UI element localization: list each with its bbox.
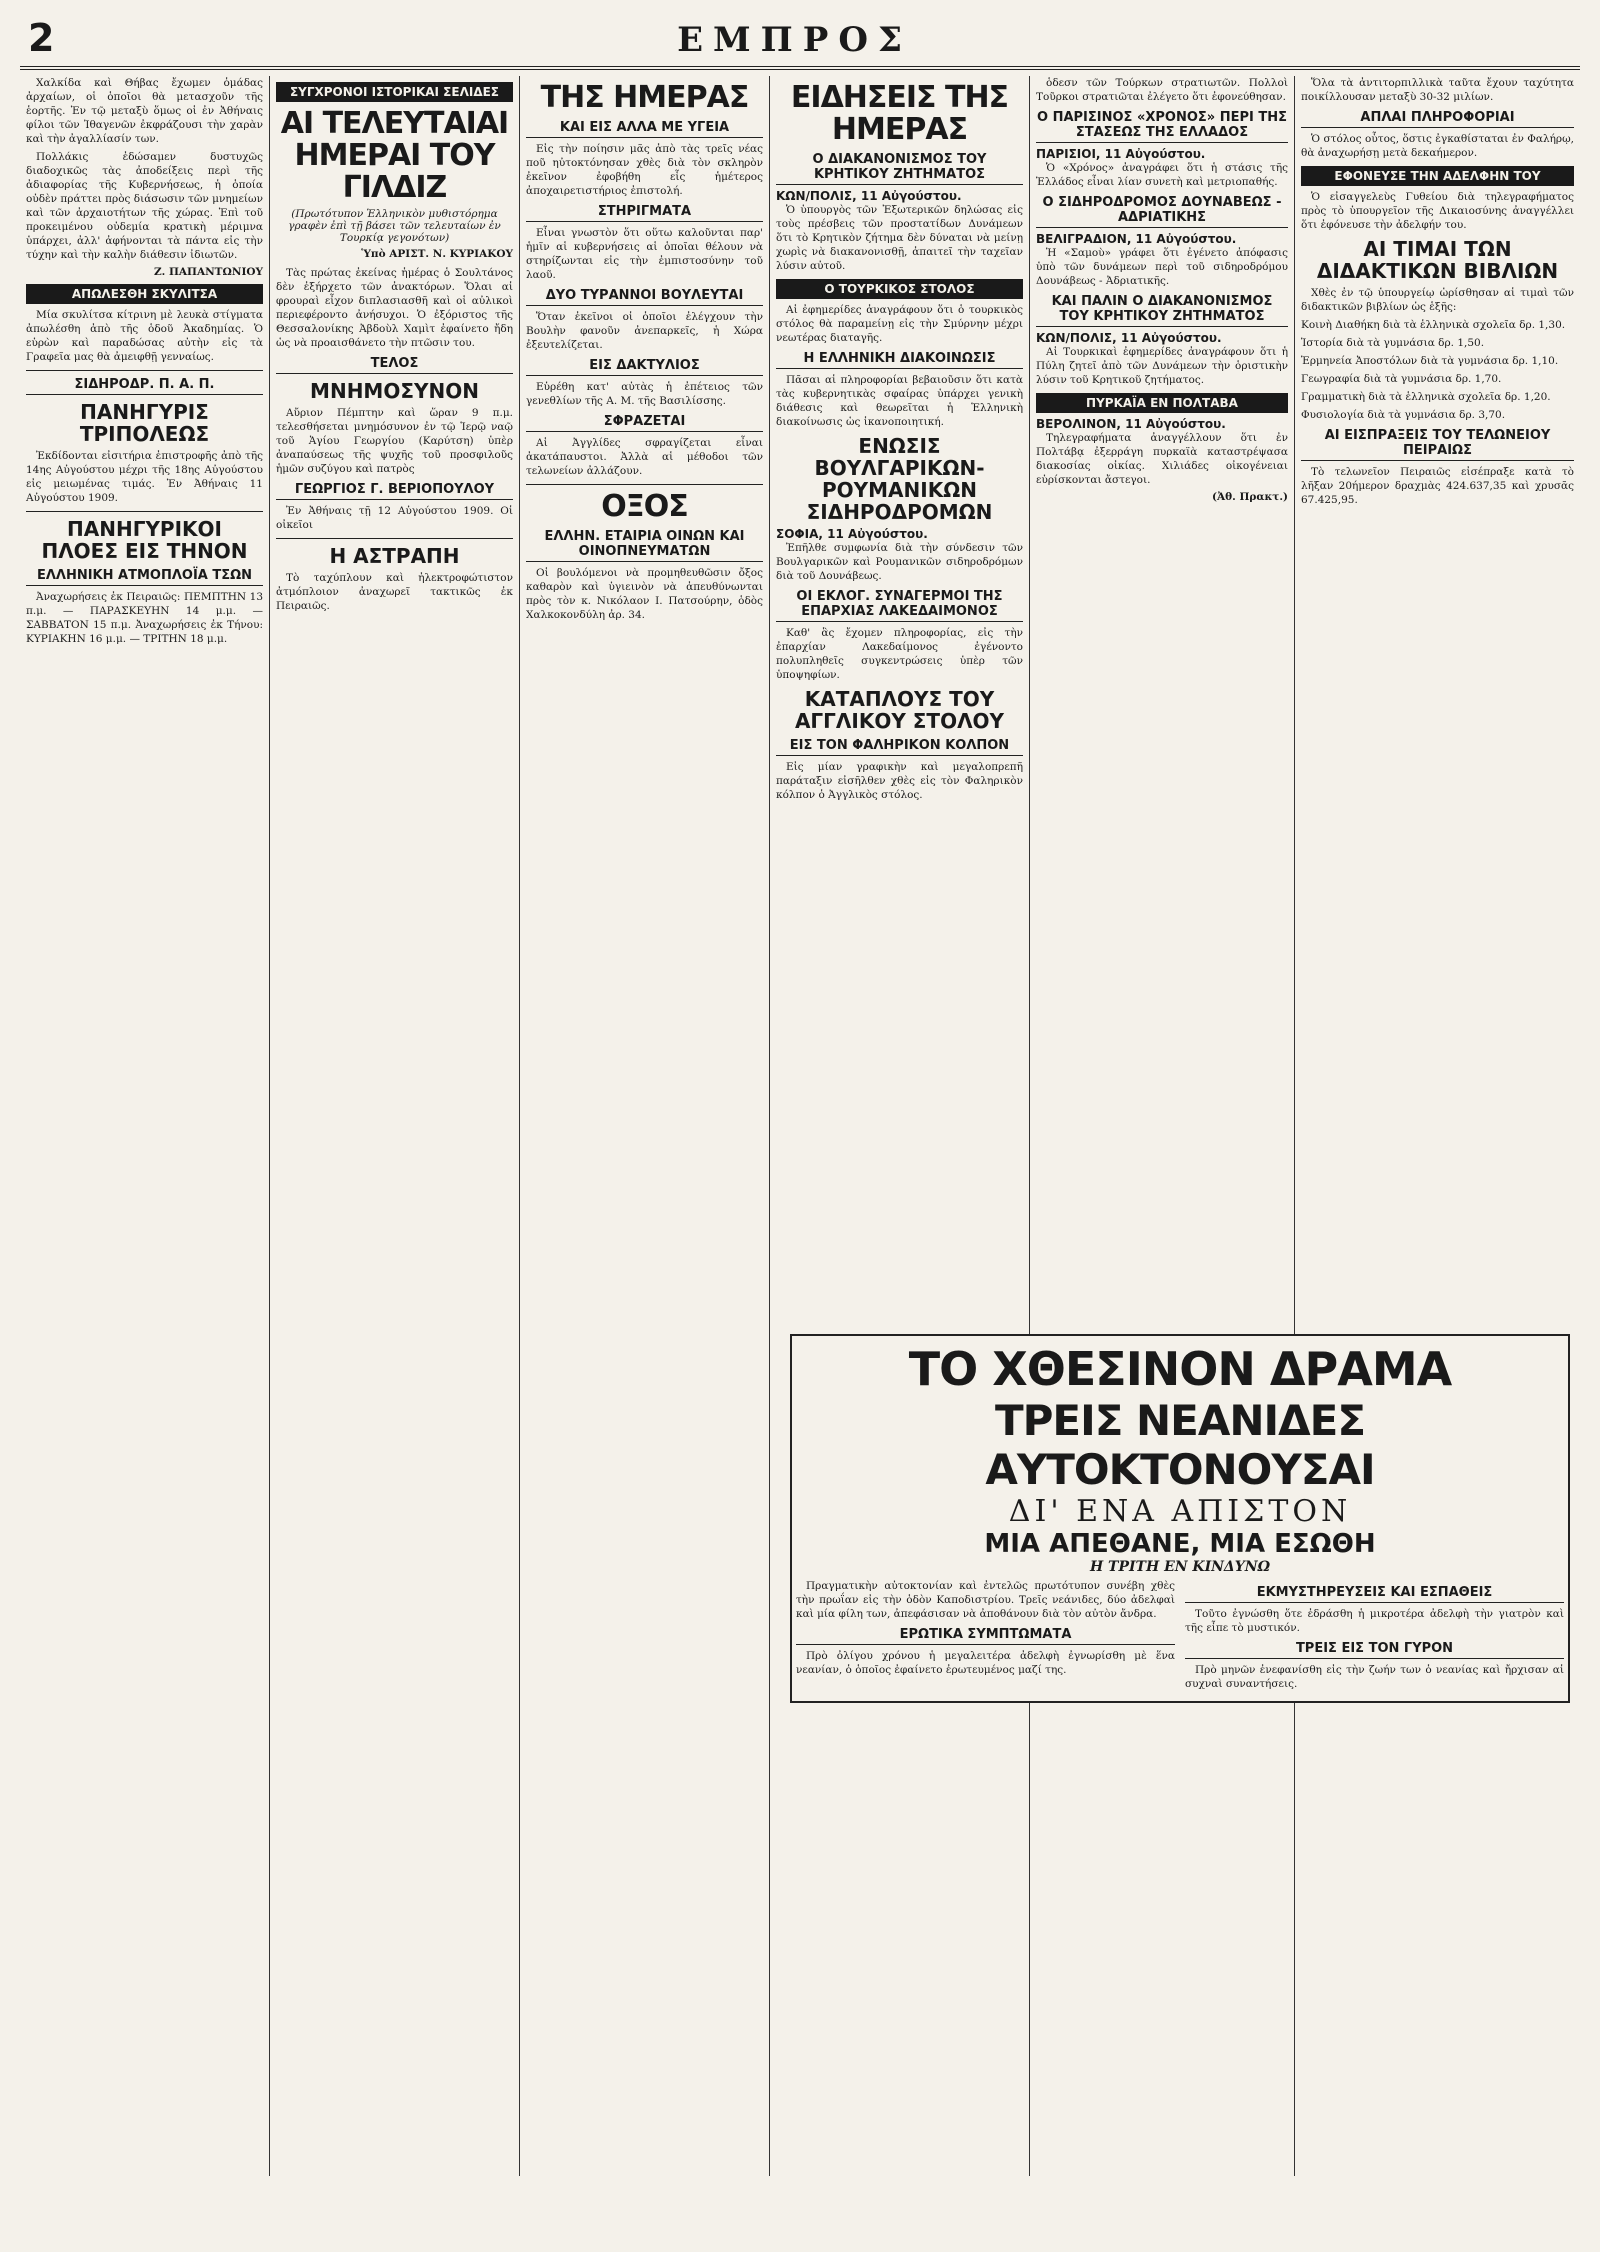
- drama-headline: ΤΡΕΙΣ ΝΕΑΝΙΔΕΣ ΑΥΤΟΚΤΟΝΟΥΣΑΙ: [985, 1396, 1375, 1494]
- supports-heading: ΣΤΗΡΙΓΜΑΤΑ: [526, 204, 763, 222]
- serial-body: Τὰς πρώτας ἐκείνας ἡμέρας ὁ Σουλτάνος δὲν ἐξήρχετο τῶν ἀνακτόρων. Ὅλαι αἱ φρουραὶ εἶχον διπλασιασθῆ καὶ οἱ αὐλικοὶ περιεφέροντο ἀνήσυχοι. Ὁ ἐξόριστος τῆς Θεσσαλονίκης Ἀβδοὺλ Χαμὶτ ἐφαίνετο ἤδη ὡς νὰ προαισθάνετο τὴν πτῶσιν του.: [276, 267, 513, 349]
- drama-columns: [796, 1579, 1564, 1695]
- day-heading: ΤΗΣ ΗΜΕΡΑΣ: [540, 80, 749, 115]
- divider: [526, 484, 763, 485]
- revelations-heading: ΕΚΜΥΣΤΗΡΕΥΣΕΙΣ ΚΑΙ ΕΣΠΑΘΕΙΣ: [1185, 1585, 1564, 1603]
- prices-intro: Χθὲς ἐν τῷ ὑπουργείῳ ὡρίσθησαν αἱ τιμαὶ τῶν διδακτικῶν βιβλίων ὡς ἑξῆς:: [1301, 287, 1574, 313]
- customs-text: Τὸ τελωνεῖον Πειραιῶς εἰσέπραξε κατὰ τὸ λῆξαν 20ήμερον δραχμὰς 424.637,35 καὶ χρυσᾶς 67.425,95.: [1301, 466, 1574, 506]
- masthead: [20, 16, 1580, 70]
- taxes-heading: ΣΦΡΑΖΕΤΑΙ: [526, 414, 763, 432]
- supports-text: Εἶναι γνωστὸν ὅτι οὕτω καλοῦνται παρ' ἡμῖν αἱ κυβερνήσεις αἱ ὁποῖαι θέλουν νὰ στηρίζωνται εἰς τὴν ἐμπιστοσύνην τοῦ λαοῦ.: [526, 227, 763, 281]
- drama-deck: ΜΙΑ ΑΠΕΘΑΝΕ, ΜΙΑ ΕΣΩΘΗ: [984, 1529, 1376, 1559]
- paris-text: Ὁ «Χρόνος» ἀναγράφει ὅτι ἡ στάσις τῆς Ἑλλάδος εἶναι λίαν συνετὴ καὶ μετριοπαθής.: [1036, 162, 1288, 188]
- again-text: Αἱ Τουρκικαὶ ἐφημερίδες ἀναγράφουν ὅτι ἡ Πύλη ζητεῖ ἀπὸ τῶν Δυνάμεων τὴν ὁριστικὴν λύσιν τοῦ Κρητικοῦ ζητήματος.: [1036, 346, 1288, 386]
- company-heading: ΕΛΛΗΝ. ΕΤΑΙΡΙΑ ΟΙΝΩΝ ΚΑΙ ΟΙΝΟΠΝΕΥΜΑΤΩΝ: [526, 529, 763, 562]
- round-heading: ΤΡΕΙΣ ΕΙΣ ΤΟΝ ΓΥΡΟΝ: [1185, 1641, 1564, 1659]
- demarche-text: Πᾶσαι αἱ πληροφορίαι βεβαιοῦσιν ὅτι κατὰ τὰς κυβερνητικὰς σφαίρας ὑπάρχει γενικὴ διάθεσις καὶ θεωρεῖται ἡ Ἑλληνικὴ διακοίνωσις ὡς ἱκανοποιητική.: [776, 374, 1023, 428]
- serial-title: ΑΙ ΤΕΛΕΥΤΑΙΑΙ ΗΜΕΡΑΙ ΤΟΥ ΓΙΛΔΙΖ: [280, 106, 509, 205]
- dateline: ΒΕΛΙΓΡΑΔΙΟΝ, 11 Αὐγούστου.: [1036, 232, 1237, 246]
- dateline: ΠΑΡΙΣΙΟΙ, 11 Αὐγούστου.: [1036, 147, 1206, 161]
- dateline: ΚΩΝ/ΠΟΛΙΣ, 11 Αὐγούστου.: [776, 189, 962, 203]
- page-number: 2: [28, 16, 55, 60]
- railway-heading: Ο ΣΙΔΗΡΟΔΡΟΜΟΣ ΔΟΥΝΑΒΕΩΣ - ΑΔΡΙΑΤΙΚΗΣ: [1036, 195, 1288, 228]
- end-marker: ΤΕΛΟΣ: [276, 356, 513, 374]
- divider: [26, 511, 263, 512]
- memorial-heading: ΜΝΗΜΟΣΥΝΟΝ: [310, 379, 479, 403]
- vinegar-text: Οἱ βουλόμενοι νὰ προμηθευθῶσιν ὄξος καθαρὸν καὶ ὑγιεινὸν νὰ ἀπευθύνωνται πρὸς τὸν κ. Νικόλαον Ι. Πατσούρην, ὁδὸς Χαλκοκονδύλη ἀρ. 34.: [526, 567, 763, 621]
- health-text: Εἰς τὴν ποίησιν μᾶς ἀπὸ τὰς τρεῖς νέας ποῦ ηὐτοκτόνησαν χθὲς διὰ τὸν σκληρὸν ἐκεῖνον ἐφοβήθη εἷς ἡμέτερος ἀποχαιρετιστήριος ἐπιστολή.: [526, 143, 763, 197]
- cruise-heading: ΠΑΝΗΓΥΡΙΚΟΙ ΠΛΟΕΣ ΕΙΣ ΤΗΝΟΝ: [41, 517, 248, 563]
- burial-text: Ὁ εἰσαγγελεὺς Γυθείου διὰ τηλεγραφήματος πρὸς τὸ ὑπουργεῖον τῆς Δικαιοσύνης ἀναγγέλλει ὅτι ἐφόνευσε τὴν ἀδελφήν του.: [1301, 191, 1574, 231]
- drama-subhead: ΔΙ' ΕΝΑ ΑΠΙΣΤΟΝ: [1008, 1494, 1352, 1529]
- top-text: ὁδεσν τῶν Τούρκων στρατιωτῶν. Πολλοὶ Τοῦρκοι στρατιῶται ἐλέγετο ὅτι ἐφονεύθησαν.: [1036, 77, 1288, 103]
- railway-text: Ἡ «Σαμοὺ» γράφει ὅτι ἐγένετο ἀπόφασις ὑπὸ τῶν δυνάμεων περὶ τοῦ σιδηροδρόμου Δουνάβεως - Ἀδριατικῆς.: [1036, 247, 1288, 287]
- shipping-heading: ΕΛΛΗΝΙΚΗ ΑΤΜΟΠΛΟΪΑ ΤΣΩΝ: [26, 568, 263, 586]
- columns: [20, 76, 1580, 2176]
- signature: Ζ. ΠΑΠΑΝΤΩΝΙΟΥ: [153, 266, 263, 278]
- fleet-heading: Ο ΤΟΥΡΚΙΚΟΣ ΣΤΟΛΟΣ: [776, 279, 1023, 299]
- dateline: ΒΕΡΟΛΙΝΟΝ, 11 Αὐγούστου.: [1036, 417, 1226, 431]
- column-2: [270, 76, 520, 2176]
- drama-col-2: [1185, 1579, 1564, 1695]
- union-heading: ΕΝΩΣΙΣ ΒΟΥΛΓΑΡΙΚΩΝ-ΡΟΥΜΑΝΙΚΩΝ ΣΙΔΗΡΟΔΡΟΜΩΝ: [806, 434, 993, 524]
- deputy-text: Ὅταν ἐκεῖνοι οἱ ὁποῖοι ἐλέγχουν τὴν Βουλὴν φανοῦν ἀνεπαρκεῖς, ἡ Χώρα ἐξευτελίζεται.: [526, 311, 763, 351]
- article-intro: Χαλκίδα καὶ Θήβας ἔχωμεν ὁμάδας ἀρχαίων, οἱ ὁποῖοι θὰ μετασχοῦν τῆς ἑορτῆς. Ἐν τῷ μεταξὺ ὅμως οἱ ἐν Ἀθήναις φίλοι τῶν Ἰθαγενῶν ἐκφράζουσι τὴν χαρὰν καὶ τὴν ἀγαλλίασίν των.: [26, 77, 263, 145]
- fair-heading: ΠΑΝΗΓΥΡΙΣ ΤΡΙΠΟΛΕΩΣ: [79, 400, 210, 446]
- memorial-name: ΓΕΩΡΓΙΟΣ Γ. ΒΕΡΙΟΠΟΥΛΟΥ: [276, 482, 513, 500]
- memorial-text: Αὔριον Πέμπτην καὶ ὥραν 9 π.μ. τελεσθήσεται μνημόσυνον ἐν τῷ Ἱερῷ ναῷ τοῦ Ἁγίου Γεωργίου (Καρύτση) ὑπὲρ ἀναπαύσεως τῆς ψυχῆς τοῦ προσφιλοῦς ἡμῶν συζύγου καὶ πατρὸς: [276, 407, 513, 475]
- demarche-heading: Η ΕΛΛΗΝΙΚΗ ΔΙΑΚΟΙΝΩΣΙΣ: [776, 351, 1023, 369]
- news-heading: ΕΙΔΗΣΕΙΣ ΤΗΣ ΗΜΕΡΑΣ: [790, 80, 1009, 147]
- fleet-text: Αἱ ἐφημερίδες ἀναγράφουν ὅτι ὁ τουρκικὸς στόλος θὰ παραμείνῃ εἰς τὴν Σμύρνην μέχρι νεωτέρας διαταγῆς.: [776, 304, 1023, 344]
- meetings-heading: ΟΙ ΕΚΛΟΓ. ΣΥΝΑΓΕΡΜΟΙ ΤΗΣ ΕΠΑΡΧΙΑΣ ΛΑΚΕΔΑΙΜΟΝΟΣ: [776, 589, 1023, 622]
- rail-heading: ΣΙΔΗΡΟΔΡ. Π. Α. Π.: [26, 377, 263, 395]
- article-body: Πολλάκις ἐδώσαμεν δυστυχῶς διαδοχικῶς τὰς ἀποδείξεις περὶ τῆς ἀδιαφορίας τῆς Κυβερνήσεως, ἡ ὁποία οὐδὲν πράττει πρὸς διάσωσιν τῶν μνημείων καὶ τῶν ἀρχαιοτήτων τῆς χώρας. Ἐπὶ τοῦ προκειμένου οὐδεμία κρατικὴ μέριμνα ὑπάρχει, ἀλλ' ἀφήνονται τὰ πάντα εἰς τὴν τύχην καὶ τὴν καλὴν διάθεσιν ἰδιωτῶν.: [26, 151, 263, 261]
- price-item: Κοινὴ Διαθήκη διὰ τὰ ἑλληνικὰ σχολεῖα δρ. 1,30.: [1301, 319, 1566, 331]
- info-heading: ΑΠΛΑΙ ΠΛΗΡΟΦΟΡΙΑΙ: [1301, 110, 1574, 128]
- top-text: Ὅλα τὰ ἀντιτορπιλλικὰ ταῦτα ἔχουν ταχύτητα ποικίλλουσαν μεταξὺ 30-32 μιλίων.: [1301, 77, 1574, 103]
- price-item: Γραμματικὴ διὰ τὰ ἑλληνικὰ σχολεῖα δρ. 1,20.: [1301, 391, 1551, 403]
- astrapi-text: Τὸ ταχύπλουν καὶ ἠλεκτροφώτιστον ἀτμόπλοιον ἀναχωρεῖ τακτικῶς ἐκ Πειραιῶς.: [276, 572, 513, 612]
- prices-heading: ΑΙ ΤΙΜΑΙ ΤΩΝ ΔΙΔΑΚΤΙΚΩΝ ΒΙΒΛΙΩΝ: [1316, 237, 1559, 283]
- serial-subtitle: (Πρωτότυπον Ἑλληνικὸν μυθιστόρημα γραφὲν ἐπὶ τῇ βάσει τῶν τελευταίων ἐν Τουρκίᾳ γεγονότων): [288, 208, 501, 244]
- ring-heading: ΕΙΣ ΔΑΚΤΥΛΙΟΣ: [526, 358, 763, 376]
- price-item: Γεωγραφία διὰ τὰ γυμνάσια δρ. 1,70.: [1301, 373, 1502, 385]
- landing-heading: ΚΑΤΑΠΛΟΥΣ ΤΟΥ ΑΓΓΛΙΚΟΥ ΣΤΟΛΟΥ: [794, 687, 1005, 733]
- lost-text: Μία σκυλίτσα κίτρινη μὲ λευκὰ στίγματα ἀπωλέσθη ἀπὸ τῆς ὁδοῦ Ἀκαδημίας. Ὁ εὑρὼν καὶ παραδώσας αὐτὴν εἰς τὰ Γραφεῖα μας θὰ ἀμειφθῇ γενναίως.: [26, 309, 263, 363]
- price-item: Ἑρμηνεία Ἀποστόλων διὰ τὰ γυμνάσια δρ. 1,10.: [1301, 355, 1559, 367]
- divider: [276, 538, 513, 539]
- newspaper-page: [20, 16, 1580, 2216]
- landing-subheading: ΕΙΣ ΤΟΝ ΦΑΛΗΡΙΚΟΝ ΚΟΛΠΟΝ: [776, 738, 1023, 756]
- fire-heading: ΠΥΡΚΑΪΑ ΕΝ ΠΟΛΤΑΒΑ: [1036, 393, 1288, 413]
- taxes-text: Αἱ Ἀγγλίδες σφραγίζεται εἶναι ἀκατάπαυστοι. Ἀλλὰ αἱ μέθοδοι τῶν τελωνείων ἀλλάζουν.: [526, 437, 763, 477]
- drama-kicker: Η ΤΡΙΤΗ ΕΝ ΚΙΝΔΥΝΩ: [1089, 1559, 1271, 1575]
- deputy-heading: ΔΥΟ ΤΥΡΑΝΝΟΙ ΒΟΥΛΕΥΤΑΙ: [526, 288, 763, 306]
- drama-text: Πραγματικὴν αὐτοκτονίαν καὶ ἐντελῶς πρωτότυπον συνέβη χθὲς τὴν πρωΐαν εἰς τὴν ὁδὸν Καποδιστρίου. Τρεῖς νεάνιδες, δύο ἀδελφαὶ καὶ μία φίλη των, ἀπεφάσισαν νὰ ἀποθάνουν διὰ τὸν αὐτὸν ἄνδρα.: [796, 1580, 1175, 1620]
- dateline: ΣΟΦΙΑ, 11 Αὐγούστου.: [776, 527, 928, 541]
- dateline: ΚΩΝ/ΠΟΛΙΣ, 11 Αὐγούστου.: [1036, 331, 1222, 345]
- health-heading: ΚΑΙ ΕΙΣ ΑΛΛΑ ΜΕ ΥΓΕΙΑ: [526, 120, 763, 138]
- column-5: [1030, 76, 1295, 2176]
- drama-text: Τοῦτο ἐγνώσθη ὅτε ἐδράσθη ἡ μικροτέρα ἀδελφὴ τὴν γιατρὸν καὶ τῆς εἶπε τὸ μυστικόν.: [1185, 1608, 1564, 1634]
- landing-text: Εἰς μίαν γραφικὴν καὶ μεγαλοπρεπῆ παράταξιν εἰσῆλθεν χθὲς εἰς τὸν Φαληρικὸν κόλπον ὁ Ἀγγλικὸς στόλος.: [776, 761, 1023, 801]
- price-item: Φυσιολογία διὰ τὰ γυμνάσια δρ. 3,70.: [1301, 409, 1506, 421]
- crete-text: Ὁ ὑπουργὸς τῶν Ἐξωτερικῶν δηλώσας εἰς τοὺς πρέσβεις τῶν προστατίδων Δυνάμεων ὅτι τὸ Κρητικὸν ζήτημα δὲν δύναται νὰ μείνῃ χωρὶς νὰ διακανονισθῇ, ἀπαιτεῖ τὴν ταχεῖαν λύσιν αὐτοῦ.: [776, 204, 1023, 272]
- drama-text: Πρὸ ὀλίγου χρόνου ἡ μεγαλειτέρα ἀδελφὴ ἐγνωρίσθη μὲ ἕνα νεανίαν, ὁ ὁποῖος ἐφαίνετο ἐρωτευμένος μαζί της.: [796, 1650, 1175, 1676]
- column-1: [20, 76, 270, 2176]
- astrapi-heading: Η ΑΣΤΡΑΠΗ: [329, 544, 460, 568]
- price-item: Ἱστορία διὰ τὰ γυμνάσια δρ. 1,50.: [1301, 337, 1485, 349]
- memorial-close: Ἐν Ἀθήναις τῇ 12 Αὐγούστου 1909. Οἱ οἰκεῖοι: [276, 505, 513, 531]
- divider: [26, 370, 263, 371]
- paris-heading: Ο ΠΑΡΙΣΙΝΟΣ «ΧΡΟΝΟΣ» ΠΕΡΙ ΤΗΣ ΣΤΑΣΕΩΣ ΤΗΣ ΕΛΛΑΔΟΣ: [1036, 110, 1288, 143]
- fire-text: Τηλεγραφήματα ἀναγγέλλουν ὅτι ἐν Πολτάβᾳ ἐξερράγη πυρκαϊὰ καταστρέψασα διακοσίας οἰκίας. Χιλιάδες οἰκογένειαι εὑρίσκονται ἄστεγοι.: [1036, 432, 1288, 486]
- drama-story: [790, 1334, 1570, 1703]
- serial-author: Ὑπὸ ΑΡΙΣΤ. Ν. ΚΥΡΙΑΚΟΥ: [361, 248, 513, 260]
- column-4: [770, 76, 1030, 2176]
- info-text: Ὁ στόλος οὗτος, ὅστις ἐγκαθίσταται ἐν Φαλήρῳ, θὰ ἀναχωρήσῃ μετὰ δεκαήμερον.: [1301, 133, 1574, 159]
- again-heading: ΚΑΙ ΠΑΛΙΝ Ο ΔΙΑΚΑΝΟΝΙΣΜΟΣ ΤΟΥ ΚΡΗΤΙΚΟΥ ΖΗΤΗΜΑΤΟΣ: [1036, 294, 1288, 327]
- drama-text: Πρὸ μηνῶν ἐνεφανίσθη εἰς τὴν ζωήν των ὁ νεανίας καὶ ἤρχισαν αἱ συχναὶ συναντήσεις.: [1185, 1664, 1564, 1690]
- column-6: [1295, 76, 1580, 2176]
- column-3: [520, 76, 770, 2176]
- romance-heading: ΕΡΩΤΙΚΑ ΣΥΜΠΤΩΜΑΤΑ: [796, 1627, 1175, 1645]
- drama-col-1: [796, 1579, 1175, 1695]
- price-list: [1301, 318, 1574, 422]
- lost-heading: ΑΠΩΛΕΣΘΗ ΣΚΥΛΙΤΣΑ: [26, 284, 263, 304]
- vinegar-heading: ΟΞΟΣ: [601, 489, 688, 524]
- union-text: Ἐπῆλθε συμφωνία διὰ τὴν σύνδεσιν τῶν Βουλγαρικῶν καὶ Ρουμανικῶν σιδηροδρόμων διὰ τοῦ Δουνάβεως.: [776, 542, 1023, 582]
- customs-heading: ΑΙ ΕΙΣΠΡΑΞΕΙΣ ΤΟΥ ΤΕΛΩΝΕΙΟΥ ΠΕΙΡΑΙΩΣ: [1301, 428, 1574, 461]
- newspaper-name: ΕΜΠΡΟΣ: [677, 20, 912, 60]
- series-heading: ΣΥΓΧΡΟΝΟΙ ΙΣΤΟΡΙΚΑΙ ΣΕΛΙΔΕΣ: [276, 82, 513, 102]
- fire-signature: (Ἀθ. Πρακτ.): [1212, 491, 1288, 503]
- ring-text: Εὑρέθη κατ' αὐτὰς ἡ ἐπέτειος τῶν γενεθλίων τῆς Α. Μ. τῆς Βασιλίσσης.: [526, 381, 763, 407]
- cruise-text: Ἀναχωρήσεις ἐκ Πειραιῶς: ΠΕΜΠΤΗΝ 13 π.μ. — ΠΑΡΑΣΚΕΥΗΝ 14 μ.μ. — ΣΑΒΒΑΤΟΝ 15 π.μ. Ἀναχωρήσεις ἐκ Τήνου: ΚΥΡΙΑΚΗΝ 16 μ.μ. — ΤΡΙΤΗΝ 18 μ.μ.: [26, 591, 263, 645]
- crete-heading: Ο ΔΙΑΚΑΝΟΝΙΣΜΟΣ ΤΟΥ ΚΡΗΤΙΚΟΥ ΖΗΤΗΜΑΤΟΣ: [776, 152, 1023, 185]
- fair-text: Ἐκδίδονται εἰσιτήρια ἐπιστροφῆς ἀπὸ τῆς 14ης Αὐγούστου μέχρι τῆς 18ης Αὐγούστου εἰς μειωμένας τιμάς. Ἐν Ἀθήναις 11 Αὐγούστου 1909.: [26, 450, 263, 504]
- drama-heading: ΤΟ ΧΘΕΣΙΝΟΝ ΔΡΑΜΑ: [908, 1342, 1452, 1396]
- burial-heading: ΕΦΟΝΕΥΣΕ ΤΗΝ ΑΔΕΛΦΗΝ ΤΟΥ: [1301, 166, 1574, 186]
- meetings-text: Καθ' ἃς ἔχομεν πληροφορίας, εἰς τὴν ἐπαρχίαν Λακεδαίμονος ἐγένοντο πολυπληθεῖς συγκεντρώσεις ὑπὲρ τῶν ὑποψηφίων.: [776, 627, 1023, 681]
